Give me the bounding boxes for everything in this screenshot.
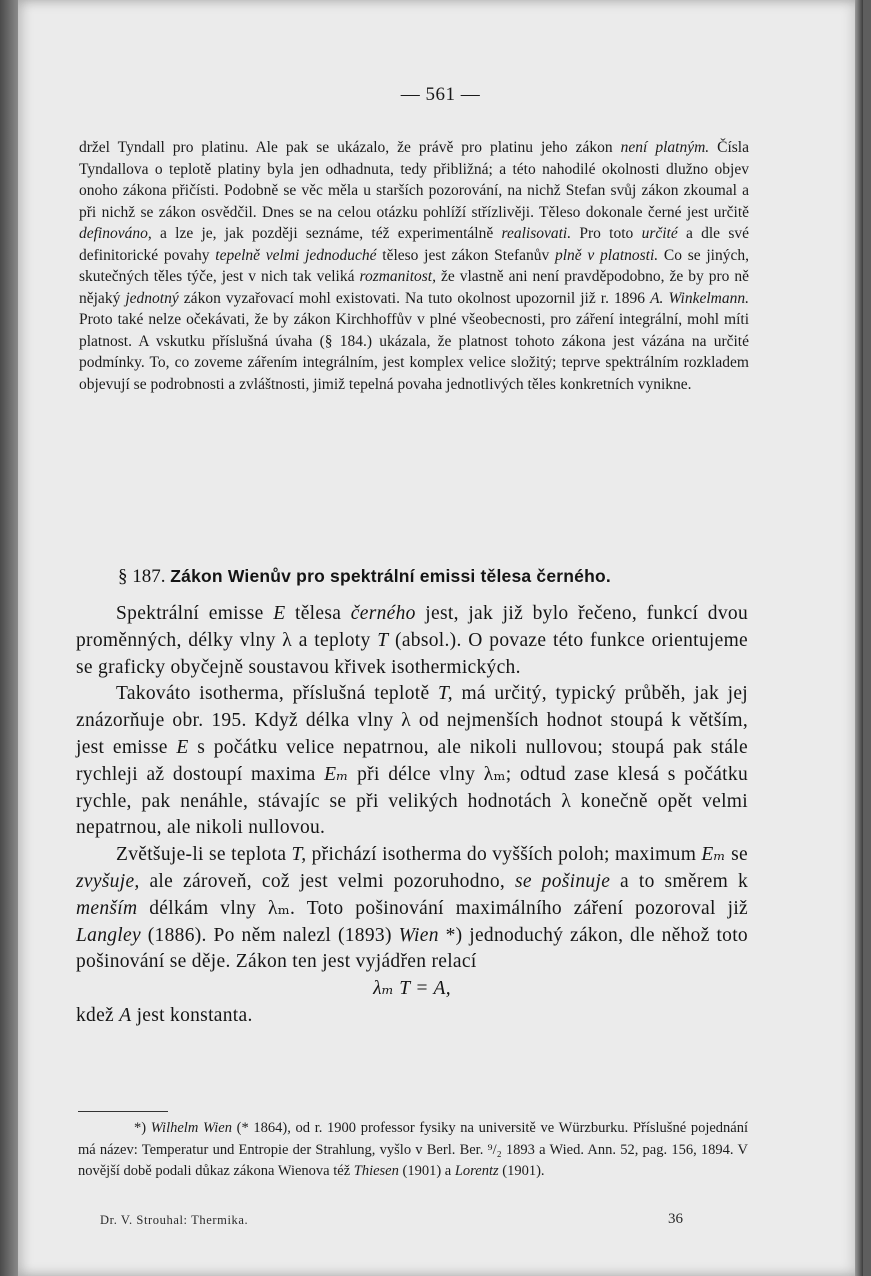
body-paragraph-3: Zvětšuje-li se teplota T, přichází isotherma do vyšších poloh; maximum Eₘ se zvyšuje, ale zároveň, což jest velmi pozoruhodno, se pošinuje a to směrem k menším délkám vlny λₘ. Toto pošinování maximálního záření pozoroval již Langley (1886). Po něm nalezl (1893) Wien *) jednoduchý zákon, dle něhož toto pošinování se děje. Zákon ten jest vyjádřen relací — [76, 844, 749, 973]
page-number: — 561 — — [400, 84, 481, 105]
book-page — [18, 0, 863, 1276]
footnote-divider — [78, 1111, 168, 1112]
paragraph-text: držel Tyndall pro platinu. Ale pak se ukázalo, že právě pro platinu jeho zákon není platným. Čísla Tyndallova o teplotě platiny byla jen odhadnuta, tedy přibližná; a této nahodilé okolnosti dlužno objev onoho zákona přičísti. Podobně se věc měla u starších pozorování, na nichž Stefan svůj zákon zkoumal a při nichž se zákon osvědčil. Dnes se na celou otázku pohlíží střízlivěji. Těleso dokonale černé jest určitě definováno, a lze je, jak později seznáme, též experimentálně realisovati. Pro toto určité a dle své definitorické povahy tepelně velmi jednoduché těleso jest zákon Stefanův plně v platnosti. Co se jiných, skutečných těles týče, jest v nich tak veliká rozmanitost, že vlastně ani není pravděpodobno, že by pro ně nějaký jednotný zákon vyzařovací mohl existovati. Na tuto okolnost upozornil již r. 1896 A. Winkelmann. Proto také nelze očekávati, že by zákon Kirchhoffův v plné všeobecnosti, pro záření integrální, mohl míti platnost. A vskutku příslušná úvaha (§ 184.) ukázala, že platnost tohoto zákona jest vázána na určité podmínky. To, co zoveme zářením integrálním, jest komplex velice složitý; teprve spektrálním rozkladem objevují se podrobnosti a zvláštnosti, jimiž tepelná povaha jednotlivých těles konkretních vynikne. — [79, 139, 749, 393]
body-paragraph-1: Spektrální emisse E tělesa černého jest, jak již bylo řečeno, funkcí dvou proměnných, délky vlny λ a teploty T (absol.). O povaze této funkce orientujeme se graficky obyčejně soustavou křivek isothermických. — [76, 603, 748, 678]
formula: λₘ T = A, — [373, 978, 451, 1000]
footnote — [78, 1118, 748, 1183]
section-title: Zákon Wienův pro spektrální emissi tělesa černého. — [170, 566, 611, 586]
footnote-text: *) Wilhelm Wien (* 1864), od r. 1900 professor fysiky na universitě ve Würzburku. Příslušné pojednání má název: Temperatur und Entropie der Strahlung, vyšlo v Berl. Ber. ⁹/₂ 1893 a Wied. Ann. 52, pag. 156, 1894. V novější době podali důkaz zákona Wienova též Thiesen (1901) a Lorentz (1901). — [78, 1120, 748, 1179]
section-body — [76, 601, 748, 1030]
body-paragraph-2: Takováto isotherma, příslušná teplotě T, má určitý, typický průběh, jak jej znázorňuje obr. 195. Když délka vlny λ od nejmenších hodnot stoupá k větším, jest emisse E s počátku velice nepatrnou, ale nikoli nullovou; stoupá pak stále rychleji až dostoupí maxima Eₘ při délce vlny λₘ; odtud zase klesá s počátku rychle, pak nenáhle, stávajíc se při velikých hodnotách λ konečně opět velmi nepatrnou, ale nikoli nullovou. — [76, 683, 748, 839]
body-paragraph-4: kdež A jest konstanta. — [76, 1004, 253, 1026]
section-number: § 187. — [118, 566, 166, 587]
scan-right-edge — [855, 0, 863, 1276]
continued-paragraph — [79, 137, 749, 395]
sheet-number: 36 — [668, 1211, 683, 1227]
scan-left-edge — [0, 0, 18, 1276]
printer-signature: Dr. V. Strouhal: Thermika. — [100, 1213, 249, 1227]
section-heading — [118, 566, 758, 588]
